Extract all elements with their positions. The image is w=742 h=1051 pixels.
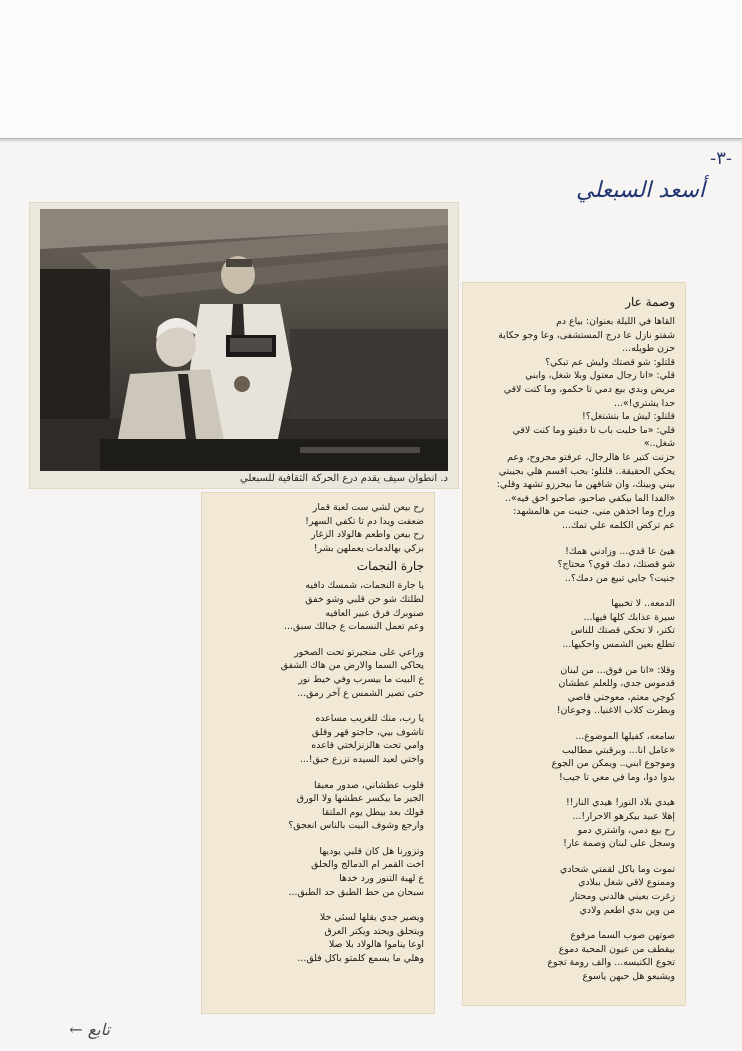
text-line: ويشبعو هل حبهن ياسوع — [582, 970, 675, 982]
text-line: صوتهن صوب السما مرفوع — [570, 930, 675, 942]
stanza-break — [212, 767, 424, 779]
text-line: رح بيعن واطعم هالولاد الزغار — [311, 529, 424, 541]
text-line: تاشوف بيي، حاجتو قهر وقلق — [311, 726, 424, 738]
text-line: وموجوع ابني.. ويمكن من الجوع — [551, 758, 675, 770]
text-line: ويتحلق ويحتد ويكتر العرق — [324, 925, 424, 937]
text-line: وتزورنا هل كان قلبي يوديها — [319, 845, 424, 857]
text-line: وراح وما اخذهن مني، جنيت من هالمشهد: — [513, 506, 675, 518]
text-line: اوعا يناموا هالولاد بلا صلا — [328, 939, 424, 951]
text-line: بيني وبينك، وان شافهن ما بيحرزو تشهد وقلي: — [496, 479, 675, 491]
text-line: حدا يشتري!»... — [613, 397, 675, 409]
text-line: قلي: «ما خليت باب تا دقيتو وما كنت لاقي — [512, 424, 675, 436]
stanza-break — [473, 533, 675, 545]
text-line: «الفدا الما بيكفي صاحبو، صاحبو احق فيه».. — [504, 492, 675, 504]
text-line: سامعه، كفيلها الموضوع... — [575, 731, 675, 743]
text-line: تموت وما باكل لقمتي شحادي — [560, 863, 675, 875]
left-column-body — [212, 579, 424, 965]
text-line: قولك بعد بيطل يوم الملتقا — [322, 806, 424, 818]
left-column-heading: جارة النجمات — [356, 559, 424, 574]
page-number: -٣- — [710, 148, 732, 169]
text-line: قلي: «انا رجال معتول وبلا شغل، وابني — [525, 370, 675, 382]
stanza-break — [473, 784, 675, 796]
stanza-break — [473, 585, 675, 597]
text-line: جنيت؟ جايي تبيع من دمك؟.. — [564, 572, 675, 584]
text-line: سيرة عذابك كلها فيها... — [583, 611, 675, 623]
left-column-clipping — [202, 493, 434, 1013]
right-column-clipping — [463, 283, 685, 1005]
text-line: وامي تحت هالزنزلختي قاعده — [311, 740, 424, 752]
text-line: يحكي الحقيقة.. قلتلو: بحب اقسم هلي بجيبتي — [498, 465, 675, 477]
text-line: صنوبرك فرق عبير العافيه — [325, 607, 424, 619]
text-line: يحاكي السما والارض من هاك الشفق — [280, 660, 424, 672]
text-line: تجوع الكنيسه... والف رومة تجوع — [547, 957, 675, 969]
text-line: وممنوع لاقي شغل ببلادي — [578, 877, 675, 889]
text-line: واختي لعيد السيده تزرع حبق!... — [299, 753, 424, 765]
left-column-intro — [212, 501, 424, 555]
text-line: تطلع بعين الشمس واحكيها... — [562, 639, 675, 651]
text-line: الجير ما بيكسر عطشها ولا الورق — [296, 793, 424, 805]
continued-note: تابع ← — [69, 1020, 110, 1039]
text-line: سبحان من حط الطبق حد الطبق... — [288, 886, 424, 898]
text-line: يا رب، منك للغريب مساعده — [315, 713, 424, 725]
stanza-break — [212, 833, 424, 845]
right-column-heading: وصمة عار — [625, 295, 675, 309]
text-line: وارجع وشوف البيت بالناس انعجق؟ — [288, 820, 424, 832]
stanza-break — [212, 700, 424, 712]
stanza-break — [473, 917, 675, 929]
text-line: هيئ عا قدي... وزادني همك! — [565, 545, 675, 557]
text-line: اخت القمر ام الدمالج والحلق — [311, 859, 424, 871]
text-line: وبطرت كلاب الاغنيا.. وجوعان! — [556, 705, 675, 717]
stanza-break — [473, 718, 675, 730]
text-line: إهلا عبيد بيكرهو الاحرار!... — [572, 811, 675, 822]
stanza-break — [473, 851, 675, 863]
photo-clipping — [30, 203, 458, 488]
text-line: القاها في الليلة بعنوان: بياع دم — [556, 316, 675, 327]
text-line: حزنت كتير عا هالرجال، عرفتو مجروح، وعم — [507, 451, 675, 463]
text-line: ع البيت ما بيسرب وفي خيط نور — [298, 673, 424, 685]
right-column-text — [473, 291, 675, 984]
text-line: زغرت بعيني هالدني ومحتار — [570, 890, 675, 902]
text-line: بيقطف من عيون المحبة دموع — [558, 943, 675, 955]
text-line: شفتو نازل عا درج المستشفى، وعا وجو حكاية — [498, 329, 675, 341]
text-line: قلتلو: شو قصتك وليش عم تبكي؟ — [545, 356, 675, 368]
photo-illustration — [40, 209, 448, 471]
text-line: قلوب عطشاني، صدور معبقا — [313, 779, 424, 791]
text-line: شغل..» — [643, 438, 675, 450]
text-line: رح بيعن لشي ست لعبة قمار — [312, 502, 424, 513]
text-line: قلتلو: ليش ما بتشتغل؟! — [582, 411, 675, 423]
text-line: رح بيع دمي، واشتري دمو — [577, 824, 675, 836]
photo-caption: د. انطوان سيف يقدم درع الحركة الثقافية للسبعلي — [239, 473, 448, 484]
text-line: وعم تعمل النسمات ع جبالك سبق... — [284, 621, 424, 633]
text-line: قدموس جدي، وللعلم عطشان — [558, 678, 675, 690]
text-line: مريض وبدي بيع دمي تا حكمو، وما كنت لاقي — [503, 383, 675, 395]
text-line: ضعفت ويدا دم تا تكفي السهر! — [305, 515, 424, 527]
text-line: شو قصتك، دمك قوي؟ محتاج؟ — [557, 559, 675, 571]
newspaper-photo — [40, 209, 448, 471]
text-line: من وين بدي اطعم ولادي — [579, 904, 675, 916]
stanza-break — [473, 652, 675, 664]
text-line: الدمعه.. لا تخبيها — [611, 598, 675, 610]
text-line: يا جارة النجمات، شمسك دافيه — [305, 580, 424, 592]
text-line: وسجل على لبنان وصمة عار! — [563, 838, 675, 850]
text-line: عم تركض الكلمه علي تمك... — [561, 519, 675, 531]
text-line: تكتر، لا تحكي قصتك للناس — [570, 625, 675, 637]
text-line: «عامل انا... وبرقبتي مطاليب — [562, 744, 675, 756]
text-line: بركي بهالدمات يعملهن بشر! — [313, 542, 424, 554]
stanza-break — [212, 634, 424, 646]
text-line: حزن طويله... — [622, 343, 675, 355]
text-line: بدوا دوا، وما في معي تا جيب! — [559, 771, 675, 783]
text-line: وقلا: «انا من فوق... من لبنان — [560, 664, 675, 676]
handwritten-signature: أسعد السبعلي — [575, 178, 705, 203]
text-line: ويصير جدي يقلها لسئي حلا — [319, 912, 424, 924]
text-line: ع لهبة التنور ورد خدها — [339, 873, 424, 885]
text-line: هيدي بلاد النور! هيدي النار!! — [566, 797, 675, 809]
previous-page-edge — [0, 0, 742, 139]
stanza-break — [212, 899, 424, 911]
text-line: وراعي على منجيرتو تحت الصخور — [294, 646, 424, 658]
text-line: لطلتك شو حن قلبي وشو خفق — [305, 593, 424, 605]
text-line: وهلي ما يسمع كلمتو باكل فلق... — [297, 953, 424, 965]
left-column-text — [212, 501, 424, 966]
text-line: كوجي معتم، معوجني قاصي — [567, 691, 675, 703]
text-line: حتى تصير الشمس ع آخر رمق... — [297, 687, 424, 699]
